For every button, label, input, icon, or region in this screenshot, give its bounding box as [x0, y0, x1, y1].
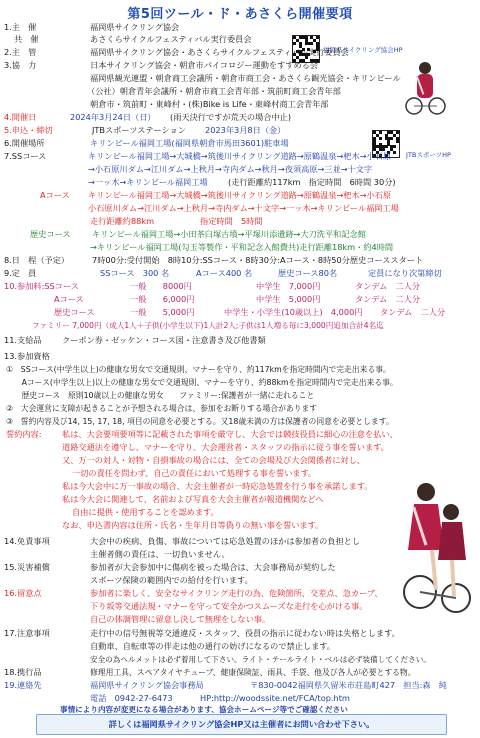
- label-fee-ss: 10.参加料:SSコース: [4, 281, 79, 291]
- label-eligibility: 13.参加資格: [4, 351, 50, 361]
- label-disclaimer: 14.免責事項: [4, 536, 50, 546]
- label-fee-a: Aコース: [54, 294, 84, 304]
- fee-a-general: 一般 6,000円: [130, 294, 195, 304]
- management: 福岡県サイクリング協会・あさくらサイクルフェスティバル実行委員会: [90, 47, 349, 57]
- disclaimer-2: 主催者側の責任は、一切負いません。: [90, 549, 230, 559]
- disclaimer-1: 大会中の疾病、負傷、事故については応急処置のほかは参加者の負担とし: [90, 536, 361, 546]
- change-notice: 事情により内容が変更になる場合があります、協会ホームページ等でご確認ください: [60, 705, 348, 714]
- capacity-a: Aコース400 名: [196, 268, 253, 278]
- label-cautions: 17.注意事項: [4, 628, 50, 638]
- label-compensation: 15.災害補償: [4, 562, 50, 572]
- fee-ss-general: 一般 8000円: [130, 281, 192, 291]
- fee-history-tandem: タンデム 二人分: [380, 307, 446, 317]
- ss-route-3: →一ッ木→キリンビール福岡工場: [88, 177, 208, 187]
- eligibility-refusal: ② 大会運営に支障が起きることが予想される場合は、参加をお断りする場合があります: [6, 404, 318, 413]
- pledge-1: 私は、大会要項要項等に記載された事項を厳守し、大会では競技役員に細心の注意を払い、: [62, 429, 398, 439]
- contact-office: 福岡県サイクリング協会事務局: [90, 680, 204, 690]
- a-distance: 走行距離約88km: [90, 216, 155, 226]
- label-pledge: 誓約内容:: [6, 429, 42, 439]
- application-deadline: 2023年3月8日（金）: [205, 125, 286, 135]
- cooperation-2: 福岡県観光連盟・朝倉商工会議所・朝倉市商工会・あさくら観光協会・キリンビール: [90, 73, 401, 83]
- pledge-2: 道路交通法を遵守し、マナーを守り、大会運営者・スタッフの指示に従う事を誓います。: [62, 442, 389, 452]
- schedule: 7時00分:受付開始 8時10分:SSコース・8時30分:Aコース・8時50分歴史コーススタート: [92, 255, 424, 265]
- co-organizer: あさくらサイクルフェスティバル実行委員会: [90, 34, 252, 44]
- organizer: 福岡県サイクリング協会: [90, 22, 180, 32]
- pledge-5: 私は今大会中に万一事故の場合、大会主催者が一時応急処置を行う事を承諾します。: [62, 481, 373, 491]
- label-application: 5.申込・締切: [4, 125, 53, 135]
- application-agency: JTBスポーツステーション: [92, 125, 186, 135]
- fee-family: ファミリー 7,000円（成人1人＋子供(小学生以下)1人計2人;子供は1人増る毎に3,000円追加合計4名迄: [32, 321, 384, 330]
- contact-address: 〒830-0042福岡県久留米市荘島町427 担当:森 純: [250, 680, 447, 690]
- eligibility-a: Aコース(中学生以上)以上の健康な男女で交通規則、マナーを守り、約88kmを指定時間内で完走出来る事。: [6, 378, 398, 387]
- ss-distance-time: (走行距離約117km 指定時間 6時間 30分): [228, 177, 396, 187]
- cautions-3: 安全の為ヘルメットは必ず着用して下さい。ライト・テールライト・ベルは必ず装備してください。: [90, 655, 431, 664]
- eligibility-ss: ① SSコース(中学生以上)の健康な男女で交通規則、マナーを守り、約117kmを指定時間内で完走出来る事。: [6, 365, 391, 374]
- venue: キリンビール福岡工場(福岡県朝倉市馬田3601)駐車場: [90, 138, 289, 148]
- label-event-date: 4.開催日: [4, 112, 37, 122]
- capacity-ss: SSコース 300 名: [100, 268, 170, 278]
- label-fee-history: 歴史コース: [54, 307, 95, 317]
- label-history-course: 歴史コース: [30, 229, 71, 239]
- fee-a-junior: 中学生 5,000円: [256, 294, 321, 304]
- label-schedule: 8.日 程（予定）: [4, 255, 70, 265]
- fee-a-tandem: タンデム 二人分: [355, 294, 421, 304]
- pledge-4: 一切の責任を問わず、自己の責任において処理する事を誓います。: [72, 468, 317, 478]
- label-a-course: Aコース: [40, 190, 70, 200]
- label-capacity: 9.定 員: [4, 268, 37, 278]
- weather-note: (雨天決行ですが荒天の場合中止): [170, 112, 292, 122]
- page-title: 第5回ツール・ド・あさくら開催要項: [127, 7, 353, 22]
- label-supplies: 11.支給品: [4, 335, 42, 345]
- ss-route-2: →小石原川ダム→江川ダム→上秋月→寺内ダム→秋月→夜須高原→三並→十文字: [88, 164, 373, 174]
- compensation-2: スポーツ保険の範囲内での給付を行います。: [90, 575, 253, 585]
- qr-caption-cycling-association: 福岡県サイクリング協会HP: [323, 46, 403, 54]
- notes-2: 下り坂等交通法規・マナーを守って安全かつスムーズな走行を心がける事。: [90, 601, 368, 611]
- supplies: クーポン券・ゼッケン・コース図・注意書き及び他書類: [62, 335, 266, 345]
- cooperation-1: 日本サイクリング協会・朝倉市パイコロジー運動をすすめる会: [90, 60, 319, 70]
- pledge-6: 私は今大会に関連して、名前および写真を大会主催者が報道機関などへ: [62, 494, 324, 504]
- notes-1: 参加者に楽しく、安全なサイクリング走行の為、危険箇所、交差点、急カーブ、: [90, 588, 383, 598]
- cooperation-3: （公社）朝倉青年会議所・朝倉市商工会青年部・筑前町商工会青年部: [87, 86, 341, 96]
- label-venue: 6.開催場所: [4, 138, 45, 148]
- eligibility-consent: ③ 誓約内容及び14, 15, 17, 18, 項目の同意を必要とする。又18歳未満の方は保護者の同意を必要とします。: [6, 417, 394, 426]
- fee-history-junior: 中学生・小学生(10歳以上) 4,000円: [224, 307, 363, 317]
- capacity-note: 定員になり次第締切: [368, 268, 442, 278]
- a-route-2: 小石原川ダム→江川ダム→上秋月→寺内ダム→十文字→一ッ木→キリンビール福岡工場: [88, 203, 399, 213]
- history-route-1: キリンビール福岡工場→小田茶臼塚古墳→平塚川添遺跡→大刀洗平和記念館: [92, 229, 366, 239]
- history-route-2: →キリンビール福岡工場(勾玉等製作・平和記念入館費共)走行距離18km・約4時間: [90, 242, 394, 252]
- notes-3: 自己の体調管理に留意し決して無理をしない事。: [90, 614, 271, 624]
- label-cooperation: 3.協 力: [4, 60, 37, 70]
- pledge-8: なお、申込書内容は住所・氏名・生年月日等偽りの無い事を誓います。: [62, 520, 324, 530]
- label-contact: 19.連絡先: [4, 680, 42, 690]
- footer-notice: [36, 714, 447, 735]
- ss-route-1: キリンビール福岡工場→大城橋→筑後川サイクリング道路→原鶴温泉→杷木→小石原: [88, 151, 392, 161]
- fee-history-general: 一般 5,000円: [130, 307, 195, 317]
- fee-ss-junior: 中学生 7,000円: [256, 281, 321, 291]
- eligibility-history: 歴史コース 原則10歳以上の健康な男女 ファミリー:保護者が一緒に走れること: [6, 391, 315, 400]
- pledge-3: 又、万一の対人・対物・自損事故の場合には、全ての会場及び大会関係者に対し、: [62, 455, 365, 465]
- label-notes: 16.留意点: [4, 588, 42, 598]
- pledge-7: 自由に提供・使用することを認めます。: [72, 507, 219, 517]
- label-organizer: 1.主 催: [4, 22, 37, 32]
- label-management: 2.主 管: [4, 47, 37, 57]
- label-co-organizer: 共 催: [14, 34, 39, 44]
- belongings: 修理用工具、スペアタイヤチューブ、健康保険証、雨具、手袋、他及び各人が必要とする物。: [90, 668, 416, 677]
- compensation-1: 参加者が大会参加中に傷病を被った場合は、大会事務局が契約した: [90, 562, 336, 572]
- cautions-2: 自動車、自転車等の伴走は他の通行の妨げになるので禁止します。: [90, 641, 335, 651]
- cooperation-4: 朝倉市・筑前町・東峰村・(株)Bike is Life・東峰村商工会青年部: [90, 99, 329, 109]
- event-date: 2024年3月24日（日）: [70, 112, 156, 122]
- cautions-1: 走行中の信号無視等交通違反・スタッフ、役員の指示に従わない時は失格とします。: [90, 628, 400, 638]
- a-route-1: キリンビール福岡工場→大城橋→筑後川サイクリング道路→原鶴温泉→杷木→小石原: [88, 190, 392, 200]
- contact-phone: 電話 0942-27-6473: [90, 693, 173, 703]
- capacity-history: 歴史コース80名: [278, 268, 338, 278]
- label-ss-course: 7.SSコース: [4, 151, 47, 161]
- contact-website[interactable]: HP:http://woodssite.net/FCA/top.htm: [200, 693, 350, 703]
- a-time: 指定時間 5時間: [200, 216, 263, 226]
- qr-caption-jtb-sports: JTBスポーツHP: [406, 151, 451, 159]
- footer-text: 詳しくは福岡県サイクリング協会HP又は主催者にお問い合わせ下さい。: [108, 719, 375, 729]
- label-belongings: 18.携行品: [4, 667, 42, 677]
- fee-ss-tandem: タンデム 二人分: [355, 281, 421, 291]
